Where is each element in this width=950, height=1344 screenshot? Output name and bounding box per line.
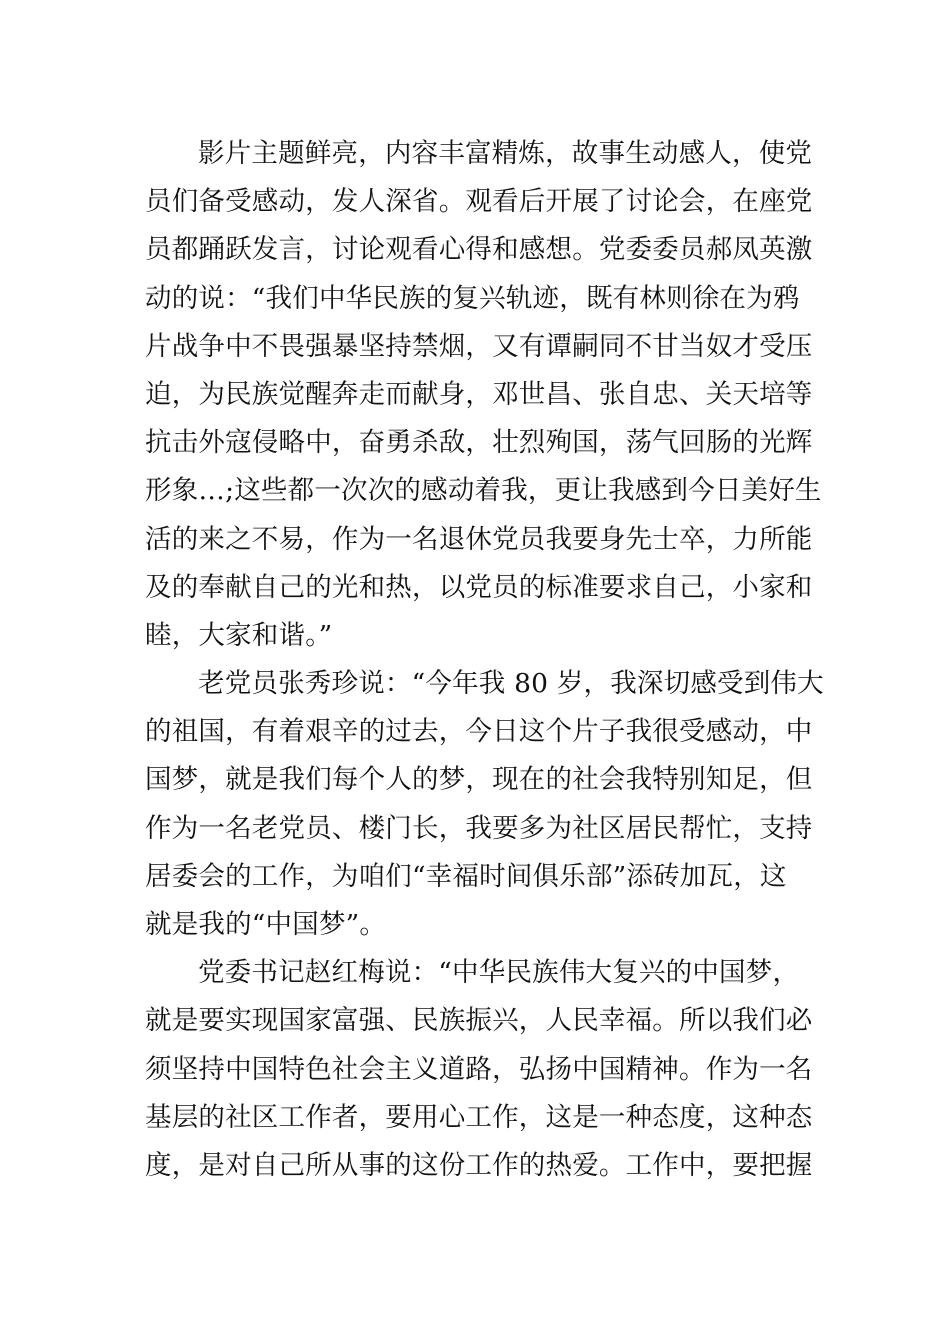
text-line: 就是我的“中国梦”。 xyxy=(145,909,387,940)
text-line: 就是要实现国家富强、民族振兴，人民幸福。所以我们必 xyxy=(145,1005,813,1037)
text-line: 睦，大家和谐。” xyxy=(145,619,333,651)
text-line: 迫，为民族觉醒奔走而献身，邓世昌、张自忠、关天培等 xyxy=(145,378,813,410)
text-line: 影片主题鲜亮，内容丰富精炼，故事生动感人，使党 xyxy=(198,138,813,169)
text-line: 的祖国，有着艰辛的过去，今日这个片子我很受感动，中 xyxy=(145,716,813,748)
text-line: 党委书记赵红梅说：“中华民族伟大复兴的中国梦， xyxy=(198,957,800,989)
text-line: 度，是对自己所从事的这份工作的热爱。工作中，要把握 xyxy=(145,1149,813,1181)
document-body xyxy=(145,130,824,1190)
text-line: 须坚持中国特色社会主义道路，弘扬中国精神。作为一名 xyxy=(145,1053,813,1085)
text-line: 活的来之不易，作为一名退休党员我要身先士卒，力所能 xyxy=(145,523,813,555)
text-line: 老党员张秀珍说：“今年我 80 岁，我深切感受到伟大 xyxy=(198,668,824,700)
text-line: 及的奉献自己的光和热，以党员的标准要求自己，小家和 xyxy=(145,571,813,603)
text-line: 动的说：“我们中华民族的复兴轨迹，既有林则徐在为鸦 xyxy=(145,282,800,314)
text-line: 片战争中不畏强暴坚持禁烟，又有谭嗣同不甘当奴才受压 xyxy=(145,330,813,362)
text-line: 员们备受感动，发人深省。观看后开展了讨论会，在座党 xyxy=(145,186,813,218)
text-line: 员都踊跃发言，讨论观看心得和感想。党委委员郝凤英激 xyxy=(145,234,813,266)
text-line: 作为一名老党员、楼门长，我要多为社区居民帮忙，支持 xyxy=(145,812,813,844)
paragraph-film-discussion xyxy=(145,130,822,660)
text-line: 国梦，就是我们每个人的梦，现在的社会我特别知足，但 xyxy=(145,764,813,796)
text-line: 居委会的工作，为咱们“幸福时间俱乐部”添砖加瓦，这 xyxy=(145,860,787,892)
paragraph-zhang-xiuzhen-quote xyxy=(145,660,824,949)
text-line: 基层的社区工作者，要用心工作，这是一种态度，这种态 xyxy=(145,1101,813,1133)
text-line: 抗击外寇侵略中，奋勇杀敌，壮烈殉国，荡气回肠的光辉 xyxy=(145,427,813,459)
paragraph-zhao-hongmei-quote xyxy=(145,949,813,1190)
text-line: 形象…;这些都一次次的感动着我，更让我感到今日美好生 xyxy=(145,475,822,507)
